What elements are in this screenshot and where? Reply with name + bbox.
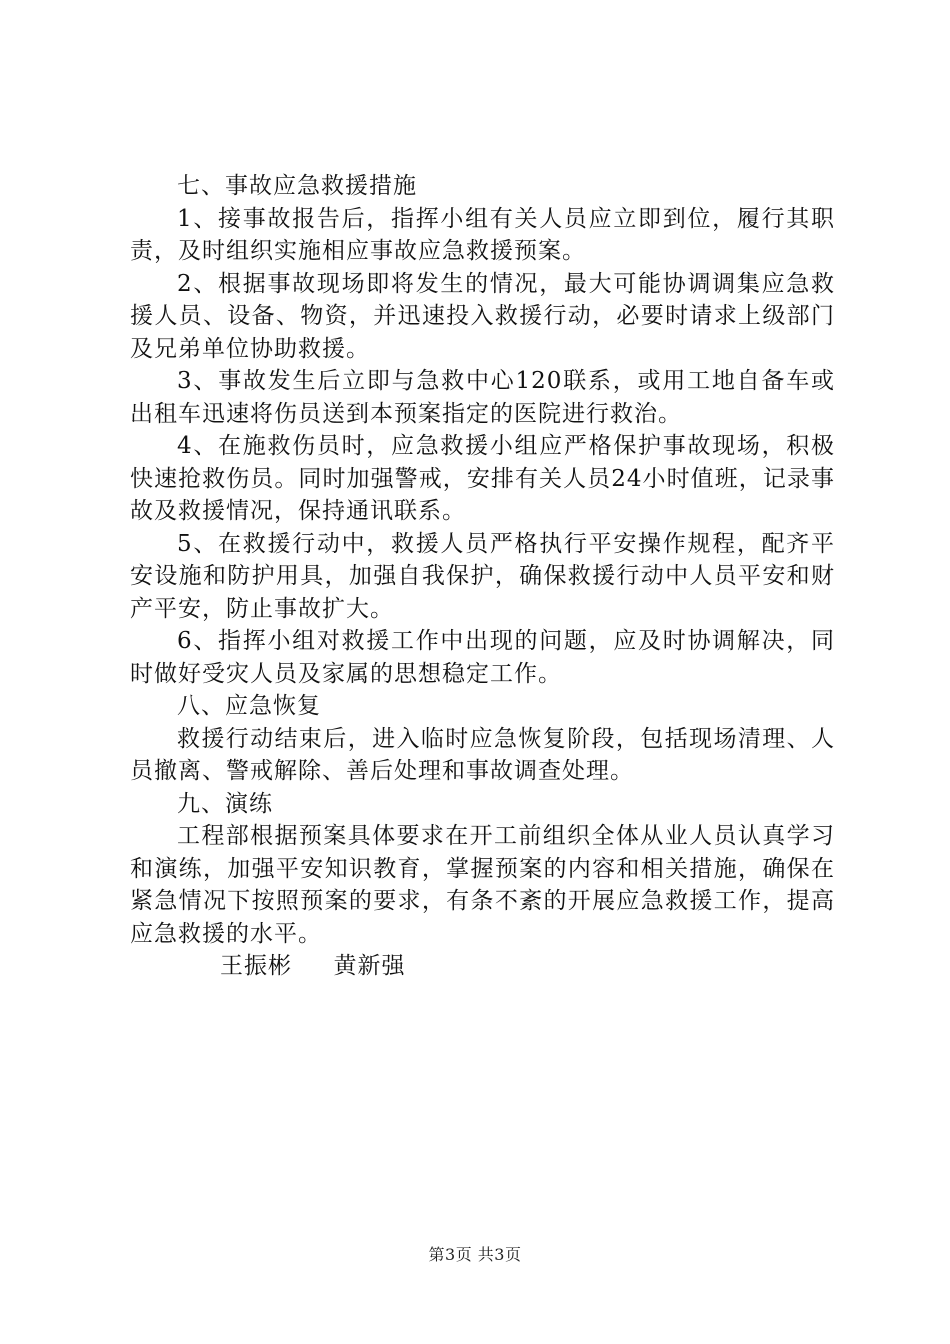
paragraph-item-4: 4、在施救伤员时，应急救援小组应严格保护事故现场，积极快速抢救伤员。同时加强警戒，安排有关人员24小时值班，记录事故及救援情况，保持通讯联系。 — [130, 433, 835, 524]
section-heading-8: 八、应急恢复 — [177, 693, 321, 719]
document-body — [130, 170, 835, 983]
paragraph-item-3: 3、事故发生后立即与急救中心120联系，或用工地自备车或出租车迅速将伤员送到本预案指定的医院进行救治。 — [130, 368, 835, 427]
paragraph-item-6: 6、指挥小组对救援工作中出现的问题，应及时协调解决，同时做好受灾人员及家属的思想稳定工作。 — [130, 628, 835, 687]
page-footer: 第3页 共3页 — [428, 1245, 522, 1264]
signature-names: 王振彬 黄新强 — [220, 953, 406, 979]
section-heading-9: 九、演练 — [177, 790, 273, 817]
paragraph-item-2: 2、根据事故现场即将发生的情况，最大可能协调调集应急救援人员、设备、物资，并迅速投入救援行动，必要时请求上级部门及兄弟单位协助救援。 — [130, 270, 835, 362]
paragraph-drill: 工程部根据预案具体要求在开工前组织全体从业人员认真学习和演练，加强平安知识教育，掌握预案的内容和相关措施，确保在紧急情况下按照预案的要求，有条不紊的开展应急救援工作，提高应急救援的水平。 — [130, 823, 835, 947]
paragraph-recovery: 救援行动结束后，进入临时应急恢复阶段，包括现场清理、人员撤离、警戒解除、善后处理和事故调查处理。 — [130, 725, 835, 784]
paragraph-item-5: 5、在救援行动中，救援人员严格执行平安操作规程，配齐平安设施和防护用具，加强自我保护，确保救援行动中人员平安和财产平安，防止事故扩大。 — [130, 530, 835, 622]
paragraph-item-1: 1、接事故报告后，指挥小组有关人员应立即到位，履行其职责，及时组织实施相应事故应急救援预案。 — [130, 205, 835, 264]
section-heading-7: 七、事故应急救援措施 — [177, 173, 417, 199]
